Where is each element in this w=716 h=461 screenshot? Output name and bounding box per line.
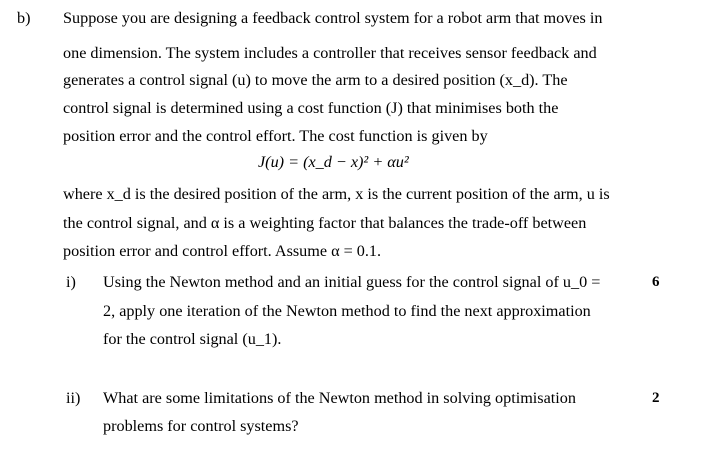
definition-line-3: position error and control effort. Assume α = 0.1. [63,242,382,260]
part-ii-label: ii) [66,389,81,407]
part-ii-line-1: What are some limitations of the Newton method in solving optimisation [103,389,576,407]
intro-line-1: Suppose you are designing a feedback control system for a robot arm that moves in [63,9,603,27]
part-i-marks: 6 [652,274,660,290]
part-ii-line-2: problems for control systems? [103,417,299,435]
intro-line-2: one dimension. The system includes a controller that receives sensor feedback and [63,44,597,62]
part-i-label: i) [66,273,76,291]
definition-line-2: the control signal, and α is a weighting factor that balances the trade-off between [63,214,587,232]
part-i-line-3: for the control signal (u_1). [103,330,282,348]
cost-function-equation: J(u) = (x_d − x)² + αu² [258,153,409,171]
part-ii-marks: 2 [652,390,660,406]
intro-line-4: control signal is determined using a cost function (J) that minimises both the [63,99,559,117]
part-i-line-2: 2, apply one iteration of the Newton method to find the next approximation [103,302,591,320]
intro-line-3: generates a control signal (u) to move the arm to a desired position (x_d). The [63,71,568,89]
question-label: b) [17,9,31,27]
definition-line-1: where x_d is the desired position of the arm, x is the current position of the arm, u is [63,185,610,203]
part-i-line-1: Using the Newton method and an initial guess for the control signal of u_0 = [103,273,601,291]
intro-line-5: position error and the control effort. The cost function is given by [63,127,488,145]
